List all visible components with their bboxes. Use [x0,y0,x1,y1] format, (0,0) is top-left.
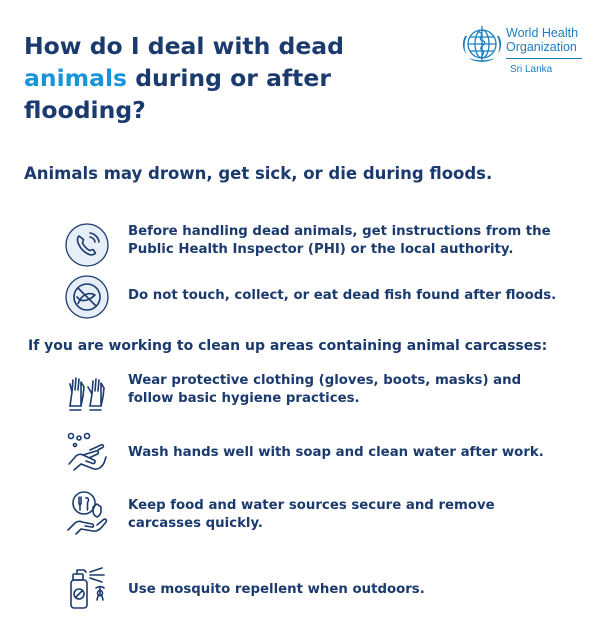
page-title [24,30,384,126]
title-part-2: during or after flooding? [24,64,331,124]
no-fish-icon [64,274,110,320]
cleanup-text: Keep food and water sources secure and remove carcasses quickly. [128,498,495,531]
cleanup-text: Wash hands well with soap and clean water after work. [128,445,544,460]
who-org-name [506,26,578,54]
cleanup-text: Wear protective clothing (gloves, boots, masks) and follow basic hygiene practices. [128,373,522,406]
country-label: Sri Lanka [510,64,553,75]
title-part-1: How do I deal with dead [24,32,344,60]
cleanup-heading: If you are working to clean up areas containing animal carcasses: [28,338,548,354]
who-name-line-1: World Health [506,26,579,40]
who-logo [460,20,585,90]
who-emblem-icon [460,22,504,66]
mosquito-repellent-icon [64,566,110,612]
who-name-line-2: Organization [506,40,577,54]
hand-washing-icon [64,430,110,476]
gloves-icon [64,370,110,416]
food-water-security-icon [64,490,110,536]
title-highlight: animals [24,64,128,92]
logo-divider [506,58,582,59]
tip-text: Do not touch, collect, or eat dead fish found after floods. [128,288,557,303]
phone-call-icon [64,222,110,268]
subtitle: Animals may drown, get sick, or die during floods. [24,164,493,183]
tip-text: Before handling dead animals, get instructions from the Public Health Inspector (PHI) or the local authority. [128,224,551,257]
cleanup-text: Use mosquito repellent when outdoors. [128,582,425,597]
